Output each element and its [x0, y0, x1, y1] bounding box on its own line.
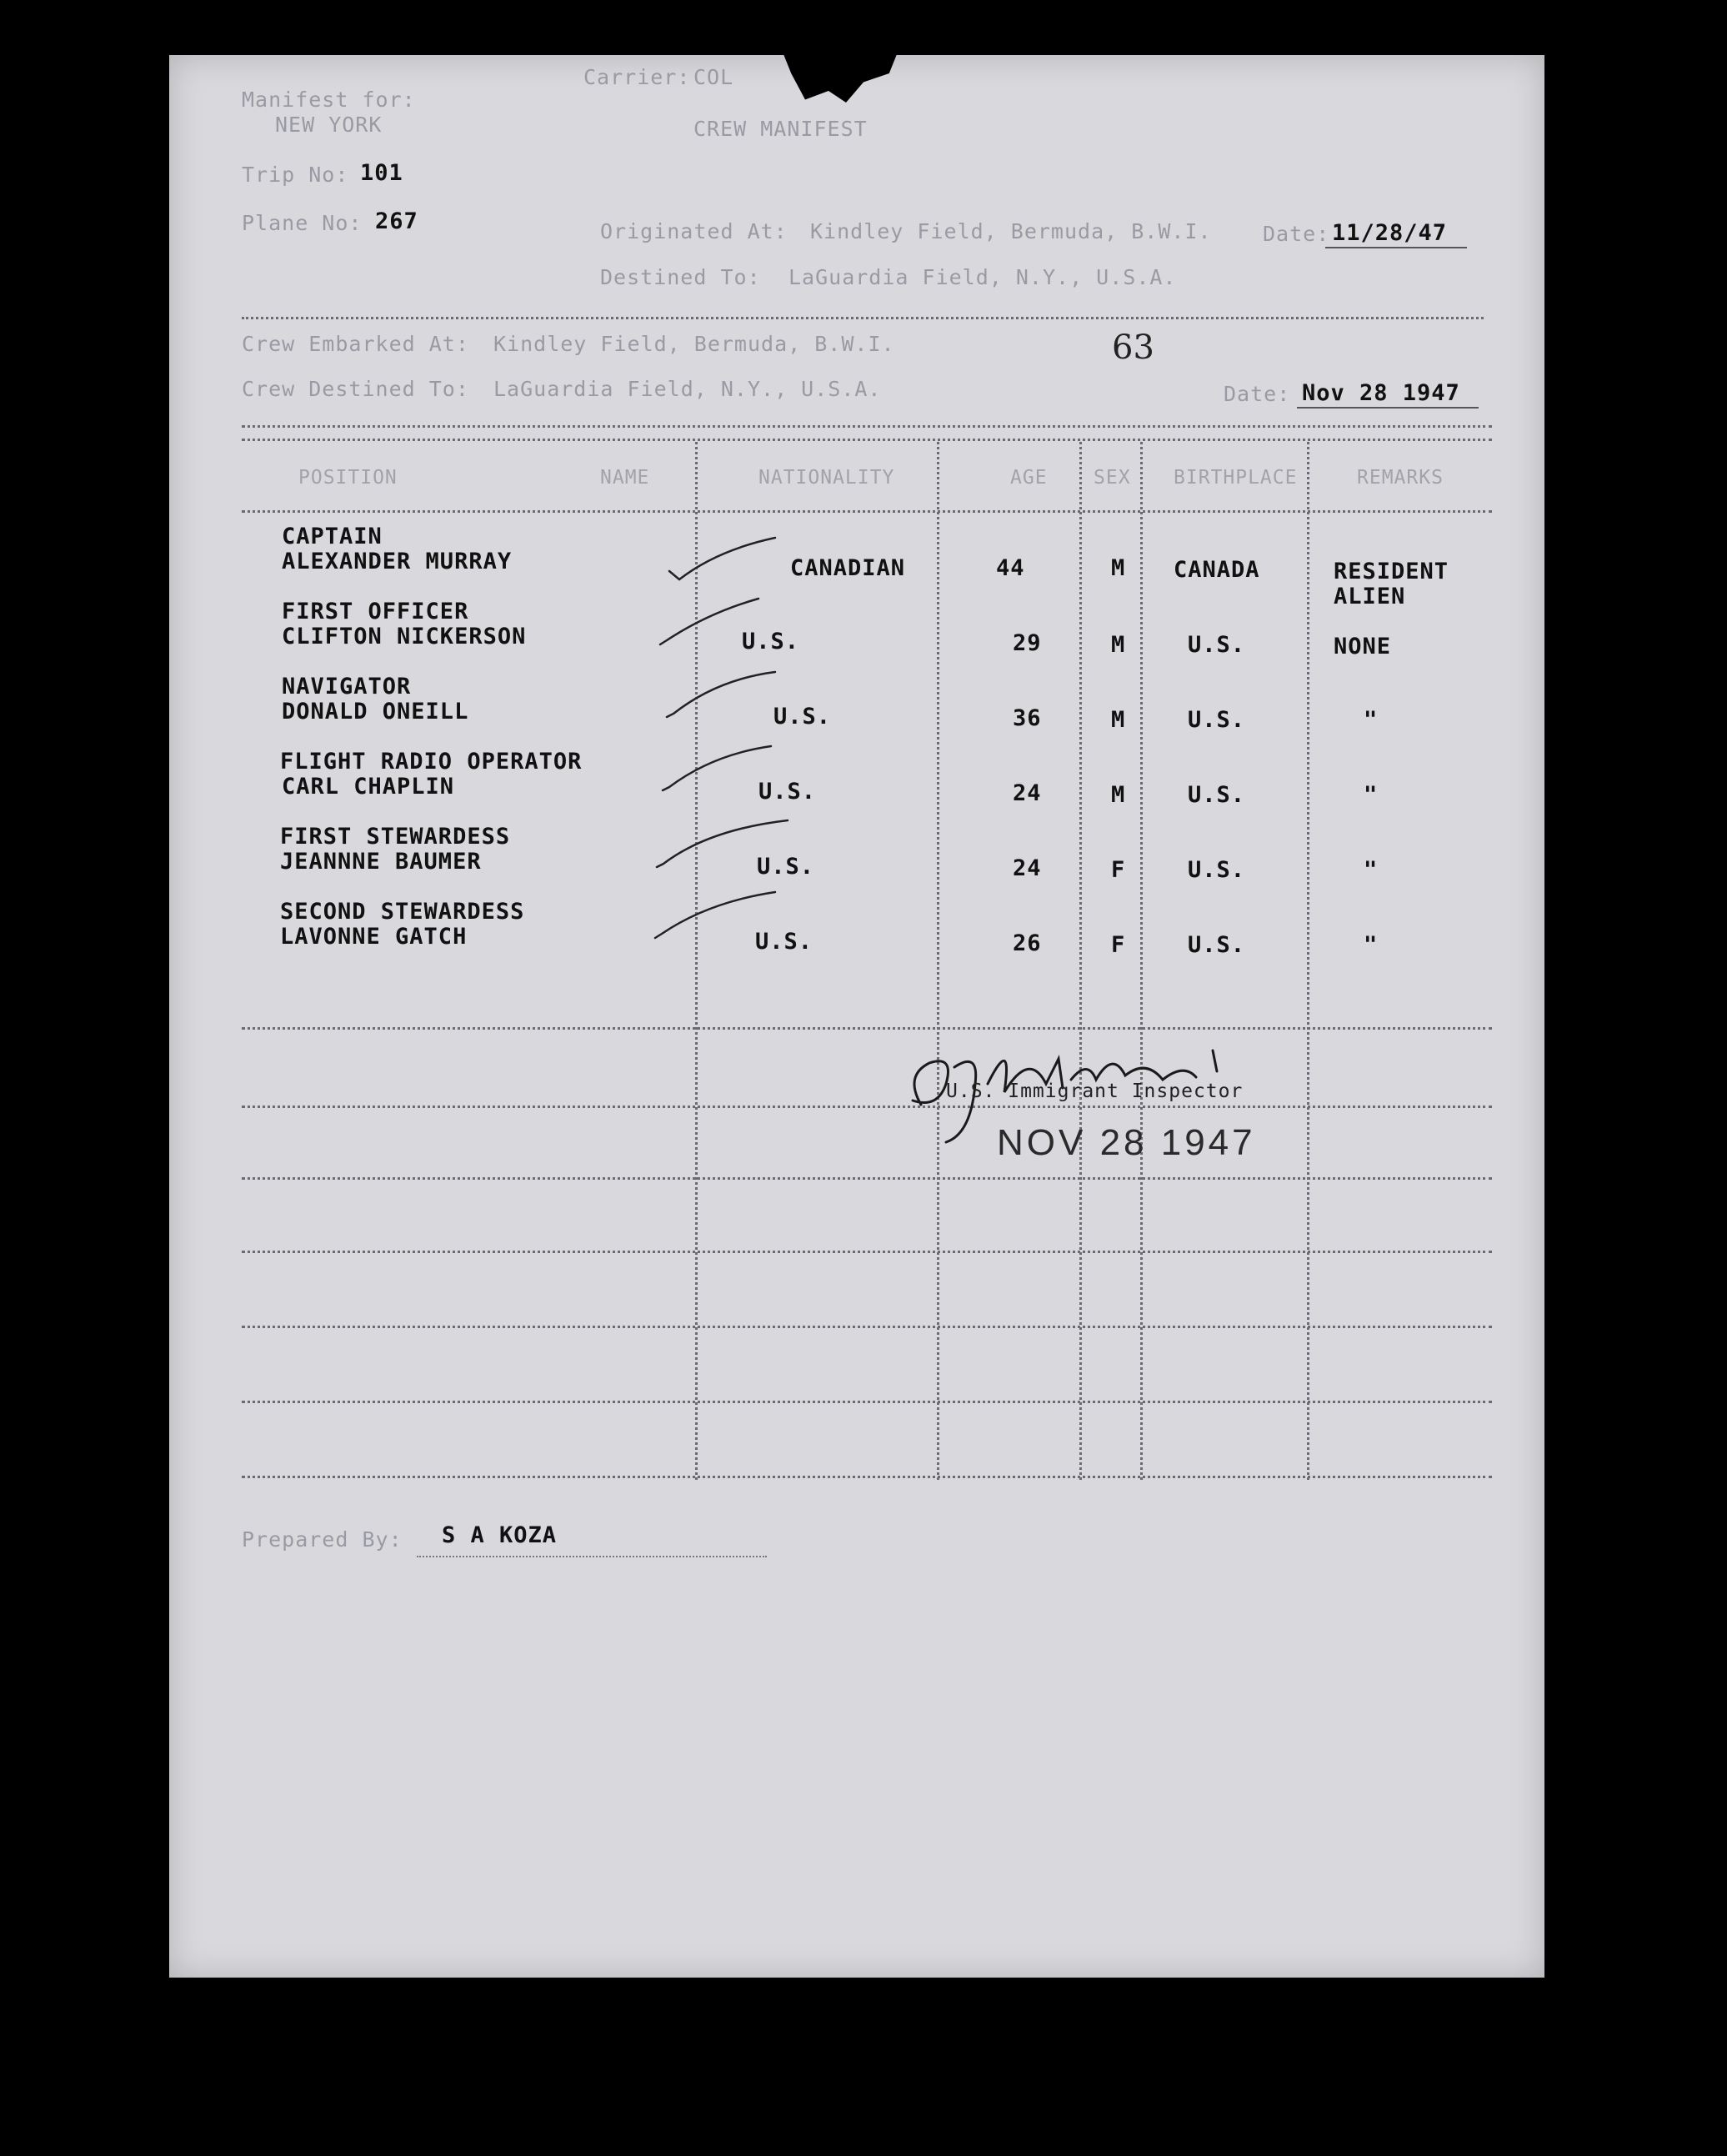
prepared-by-label: Prepared By: [242, 1527, 403, 1552]
inspection-date-stamp: NOV 28 1947 [997, 1122, 1256, 1163]
age-cell: 29 [1013, 630, 1042, 656]
crew-destined-label: Crew Destined To: [242, 377, 469, 401]
date2-label: Date: [1224, 382, 1291, 406]
sex-cell: M [1111, 555, 1126, 581]
remarks-cell: " [1364, 707, 1379, 733]
birthplace-cell: U.S. [1188, 632, 1246, 658]
trip-no-value: 101 [360, 160, 403, 186]
name-cell: CLIFTON NICKERSON [282, 624, 527, 649]
age-cell: 24 [1013, 780, 1042, 806]
originated-label: Originated At: [600, 219, 788, 243]
date2-value: Nov 28 1947 [1302, 380, 1460, 406]
name-cell: JEANNNE BAUMER [280, 849, 482, 875]
column-header-remarks: REMARKS [1357, 467, 1444, 489]
position-cell: CAPTAIN [282, 524, 383, 549]
position-cell: SECOND STEWARDESS [280, 899, 525, 925]
name-cell: DONALD ONEILL [282, 699, 469, 725]
name-cell: CARL CHAPLIN [282, 774, 455, 800]
remarks-cell: RESIDENT [1334, 559, 1449, 584]
birthplace-cell: CANADA [1174, 557, 1260, 583]
sex-cell: M [1111, 632, 1126, 658]
nationality-cell: U.S. [755, 929, 813, 955]
age-cell: 26 [1013, 930, 1042, 956]
check-mark-icon [655, 892, 775, 938]
check-mark-icon [663, 746, 771, 790]
nationality-cell: U.S. [758, 779, 817, 805]
position-cell: NAVIGATOR [282, 674, 412, 699]
sex-cell: F [1111, 857, 1126, 883]
age-cell: 24 [1013, 855, 1042, 881]
date-value: 11/28/47 [1332, 220, 1448, 246]
remarks-cell: NONE [1334, 634, 1392, 659]
check-mark-icon [669, 538, 775, 579]
check-mark-icon [660, 599, 758, 644]
check-mark-icon [657, 820, 788, 867]
birthplace-cell: U.S. [1188, 707, 1246, 733]
prepared-by-value: S A KOZA [442, 1522, 558, 1548]
name-cell: ALEXANDER MURRAY [282, 549, 513, 574]
manifest-for-label: Manifest for: [242, 88, 416, 112]
name-cell: LAVONNE GATCH [280, 924, 468, 950]
remarks-cell-line2: ALIEN [1334, 584, 1406, 609]
crew-embarked-label: Crew Embarked At: [242, 332, 469, 356]
destined-label: Destined To: [600, 265, 761, 289]
remarks-cell: " [1364, 932, 1379, 958]
column-header-nationality: NATIONALITY [758, 467, 895, 489]
check-mark-icon [667, 672, 775, 717]
plane-no-label: Plane No: [242, 211, 363, 235]
position-cell: FLIGHT RADIO OPERATOR [280, 749, 583, 775]
nationality-cell: U.S. [773, 704, 832, 730]
birthplace-cell: U.S. [1188, 857, 1246, 883]
carrier-value: COL [693, 65, 734, 89]
column-header-sex: SEX [1094, 467, 1131, 489]
remarks-cell: " [1364, 782, 1379, 808]
date-label: Date: [1263, 222, 1330, 246]
sex-cell: M [1111, 707, 1126, 733]
sex-cell: F [1111, 932, 1126, 958]
crew-destined-value: LaGuardia Field, N.Y., U.S.A. [493, 377, 882, 401]
position-cell: FIRST OFFICER [282, 599, 469, 624]
column-header-position: POSITION [298, 467, 398, 489]
column-header-age: AGE [1010, 467, 1048, 489]
nationality-cell: U.S. [757, 854, 815, 880]
birthplace-cell: U.S. [1188, 782, 1246, 808]
originated-value: Kindley Field, Bermuda, B.W.I. [810, 219, 1212, 243]
age-cell: 36 [1013, 705, 1042, 731]
prepared-by-underline [417, 1556, 767, 1557]
birthplace-cell: U.S. [1188, 932, 1246, 958]
column-header-name: NAME [600, 467, 650, 489]
page-number: 63 [1112, 328, 1154, 367]
age-cell: 44 [996, 555, 1025, 581]
column-header-birthplace: BIRTHPLACE [1174, 467, 1298, 489]
carrier-label: Carrier: [583, 65, 691, 89]
crew-embarked-value: Kindley Field, Bermuda, B.W.I. [493, 332, 895, 356]
nationality-cell: U.S. [742, 629, 800, 654]
sex-cell: M [1111, 782, 1126, 808]
position-cell: FIRST STEWARDESS [280, 824, 511, 850]
trip-no-label: Trip No: [242, 163, 349, 187]
plane-no-value: 267 [375, 208, 418, 234]
inspector-title: U.S. Immigrant Inspector [946, 1081, 1244, 1102]
manifest-for-value: NEW YORK [275, 113, 383, 137]
destined-value: LaGuardia Field, N.Y., U.S.A. [788, 265, 1177, 289]
manifest-title: CREW MANIFEST [693, 117, 868, 141]
remarks-cell: " [1364, 857, 1379, 883]
nationality-cell: CANADIAN [790, 555, 906, 581]
